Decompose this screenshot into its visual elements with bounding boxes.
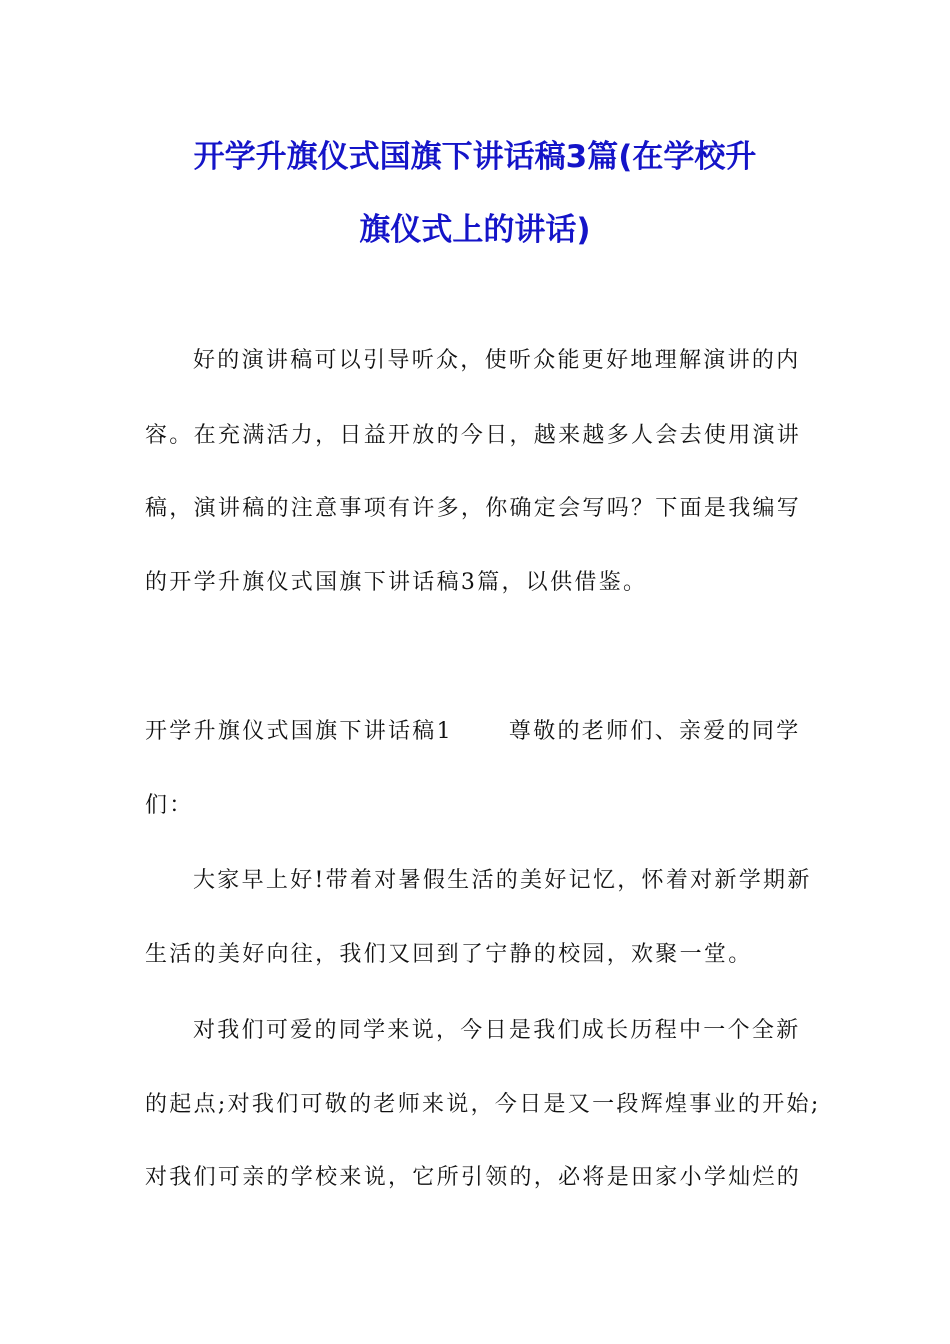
para2-line-1: 对我们可爱的同学来说，今日是我们成长历程中一个全新 <box>193 1018 801 1043</box>
intro-line-3: 稿，演讲稿的注意事项有许多，你确定会写吗？下面是我编写 <box>145 496 802 521</box>
document-title-line1: 开学升旗仪式国旗下讲话稿3篇(在学校升 <box>193 139 757 175</box>
document-title-line2: 旗仪式上的讲话) <box>359 212 591 248</box>
salutation-end: 们： <box>145 793 194 818</box>
para1-line-2: 生活的美好向往，我们又回到了宁静的校园，欢聚一堂。 <box>145 942 753 967</box>
section-heading-line <box>145 717 801 747</box>
intro-line-4: 的开学升旗仪式国旗下讲话稿3篇，以供借鉴。 <box>145 570 648 595</box>
para2-line-3: 对我们可亲的学校来说，它所引领的，必将是田家小学灿烂的 <box>145 1165 802 1190</box>
para1-line-1: 大家早上好!带着对暑假生活的美好记忆，怀着对新学期新 <box>193 868 812 893</box>
intro-line-1: 好的演讲稿可以引导听众，使听众能更好地理解演讲的内 <box>193 348 801 373</box>
para2-line-2: 的起点;对我们可敬的老师来说，今日是又一段辉煌事业的开始; <box>145 1092 821 1117</box>
intro-line-2: 容。在充满活力，日益开放的今日，越来越多人会去使用演讲 <box>145 423 802 448</box>
salutation-start: 尊敬的老师们、亲爱的同学 <box>508 719 801 744</box>
section-heading: 开学升旗仪式国旗下讲话稿1 <box>145 719 453 744</box>
